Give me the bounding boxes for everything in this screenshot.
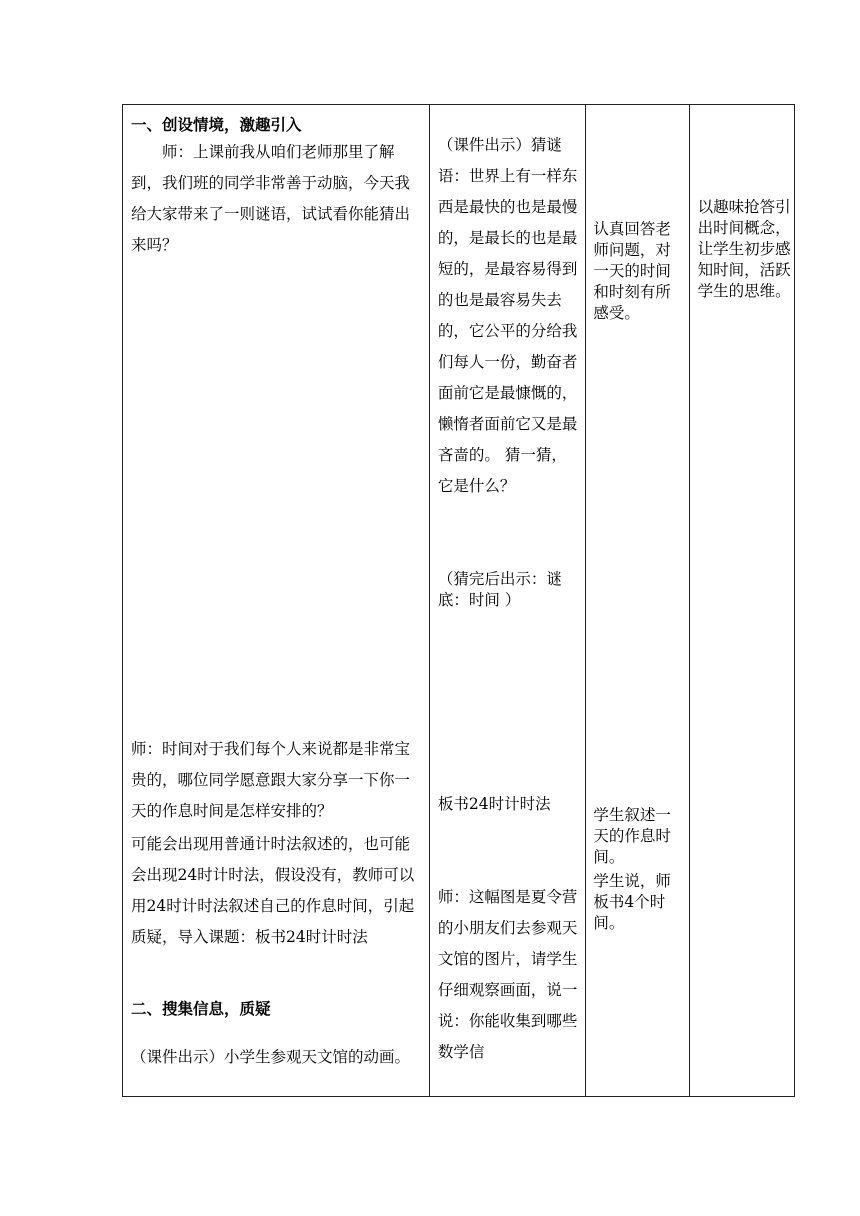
teaching-note-paragraph: 可能会出现用普通计时法叙述的，也可能会出现24时计时法，假设没有，教师可以用24时计时法叙述自己的作息时间，引起质疑，导入课题：板书24时计时法 bbox=[131, 835, 415, 946]
riddle-answer-paragraph: （猜完后出示：谜底：时间 ） bbox=[437, 570, 562, 609]
student-activity-cell bbox=[586, 105, 689, 1097]
section-heading-1: 一、创设情境，激趣引入 bbox=[131, 115, 302, 134]
design-intent-cell bbox=[689, 105, 794, 1097]
student-response-1: 认真回答老师问题，对一天的时间和时刻有所感受。 bbox=[593, 220, 671, 322]
student-response-3: 学生说，师板书4个时间。 bbox=[593, 872, 671, 932]
teacher-intro-paragraph: 师：上课前我从咱们老师那里了解到，我们班的同学非常善于动脑，今天我给大家带来了一则谜语，试试看你能猜出来吗？ bbox=[131, 143, 411, 254]
table-row bbox=[123, 105, 795, 1097]
picture-description-paragraph: 师：这幅图是夏令营的小朋友们去参观天文馆的图片，请学生仔细观察画面，说一说：你能收集到哪些数学信 bbox=[437, 888, 578, 1061]
teaching-process-cell bbox=[123, 105, 430, 1097]
section-heading-2: 二、搜集信息，质疑 bbox=[131, 999, 271, 1018]
teacher-activity-cell bbox=[429, 105, 585, 1097]
board-writing-paragraph: 板书24时计时法 bbox=[437, 795, 551, 813]
courseware-paragraph: （课件出示）小学生参观天文馆的动画。 bbox=[131, 1048, 411, 1066]
lesson-plan-table bbox=[122, 104, 795, 1097]
riddle-paragraph: （课件出示）猜谜语：世界上有一样东西是最快的也是最慢的，是最长的也是最短的，是最容易得到的也是最容易失去的，它公平的分给我们每人一份，勤奋者面前它是最慷慨的，懒惰者面前它又是最吝啬的。 猜一猜，它是什么？ bbox=[437, 136, 578, 495]
design-intent-paragraph: 以趣味抢答引出时间概念，让学生初步感知时间，活跃学生的思维。 bbox=[697, 198, 791, 300]
teacher-question-paragraph: 师：时间对于我们每个人来说都是非常宝贵的，哪位同学愿意跟大家分享一下你一天的作息时间是怎样安排的？ bbox=[131, 740, 411, 820]
student-response-2: 学生叙述一天的作息时间。 bbox=[593, 806, 671, 866]
